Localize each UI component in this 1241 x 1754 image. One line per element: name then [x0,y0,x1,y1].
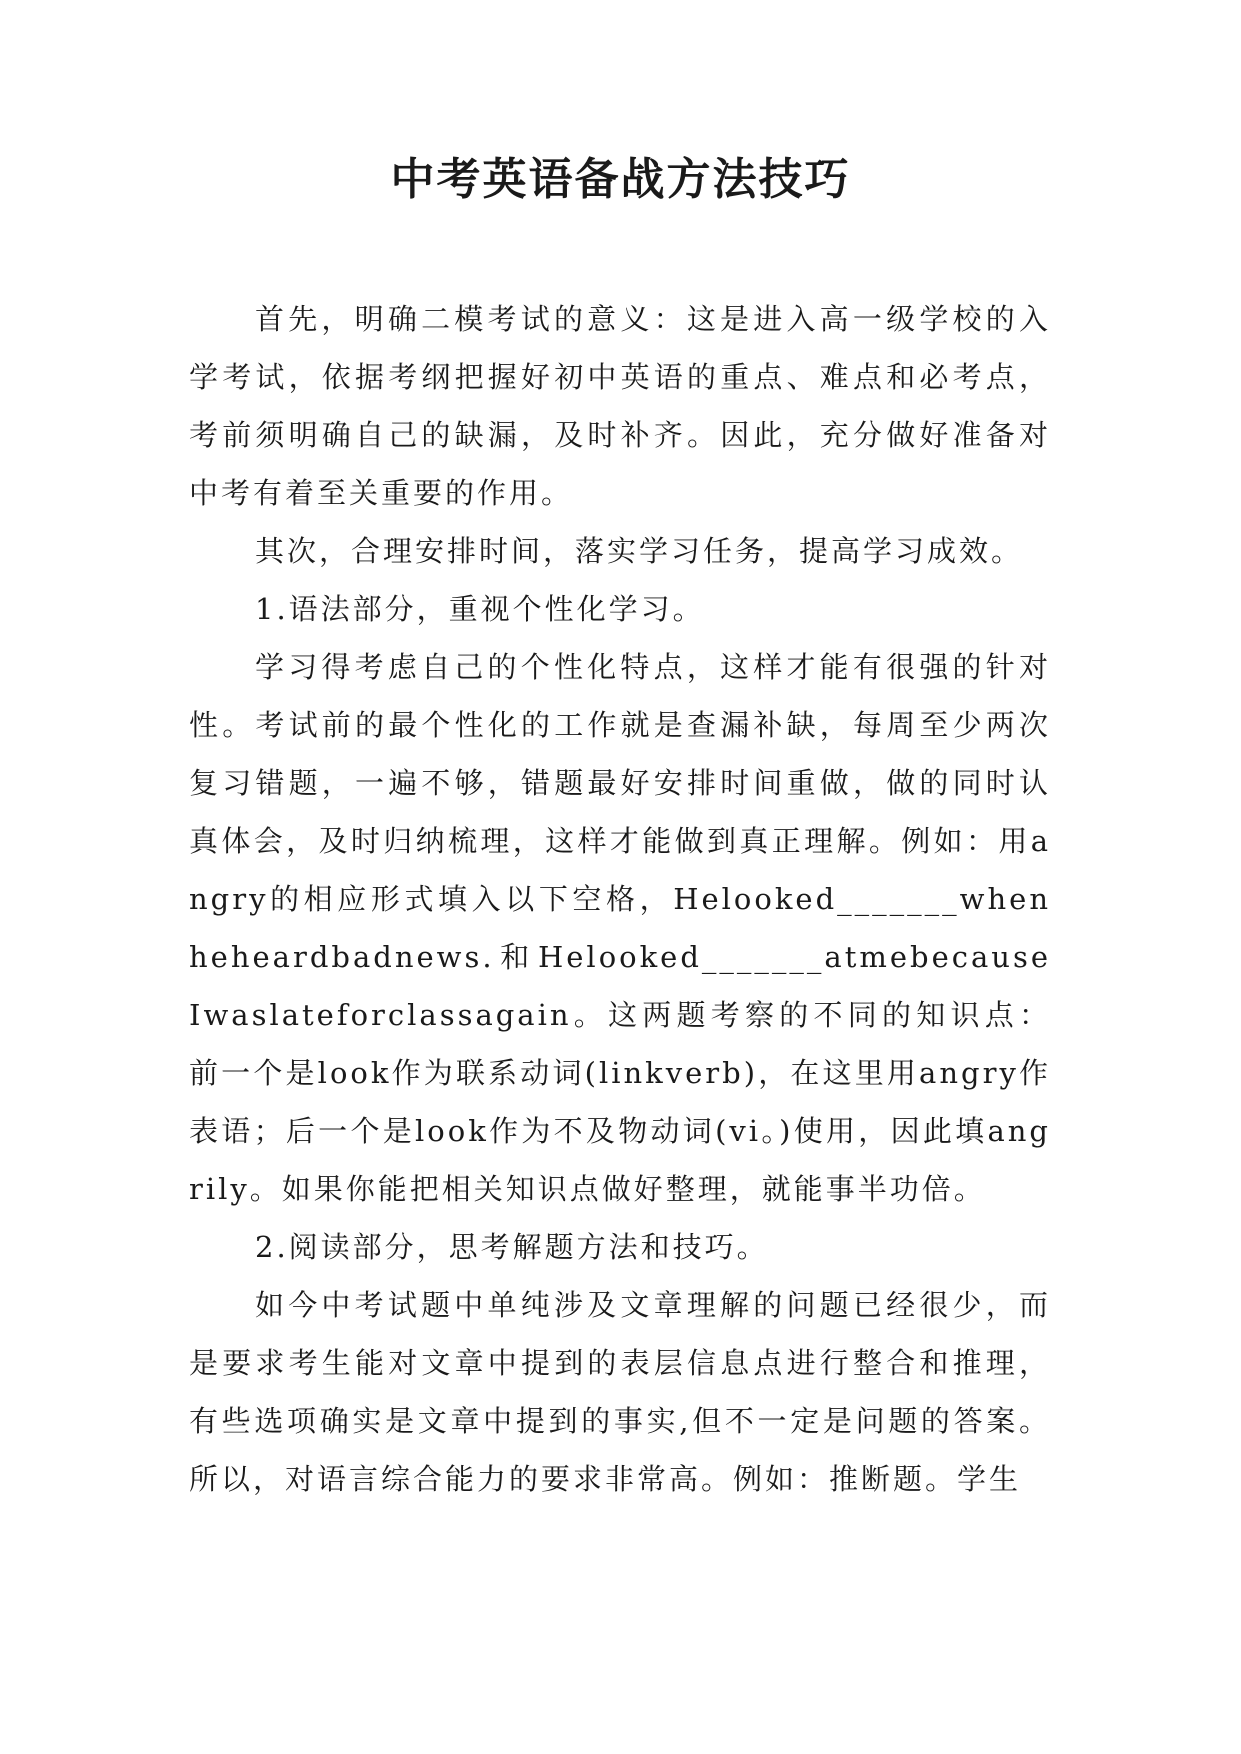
paragraph-intro: 首先，明确二模考试的意义：这是进入高一级学校的入学考试，依据考纲把握好初中英语的重点、难点和必考点，考前须明确自己的缺漏，及时补齐。因此，充分做好准备对中考有着至关重要的作用。 [189,302,1051,510]
paragraph-reading: 如今中考试题中单纯涉及文章理解的问题已经很少，而是要求考生能对文章中提到的表层信息点进行整合和推理，有些选项确实是文章中提到的事实,但不一定是问题的答案。所以，对语言综合能力的要求非常高。例如：推断题。学生 [189,1288,1051,1496]
section-heading-grammar: 1.语法部分，重视个性化学习。 [255,592,705,626]
paragraph-time-planning: 其次，合理安排时间，落实学习任务，提高学习成效。 [255,534,1024,568]
section-heading-reading: 2.阅读部分，思考解题方法和技巧。 [255,1230,769,1264]
paragraph-grammar: 学习得考虑自己的个性化特点，这样才能有很强的针对性。考试前的最个性化的工作就是查漏补缺，每周至少两次复习错题，一遍不够，错题最好安排时间重做，做的同时认真体会，及时归纳梳理，这样才能做到真正理解。例如：用angry的相应形式填入以下空格，Helooked_______whenheheardbadnews.和Helooked_______atmebecauseIwaslateforclassagain。这两题考察的不同的知识点：前一个是look作为联系动词(linkverb)，在这里用angry作表语；后一个是look作为不及物动词(vi。)使用，因此填angrily。如果你能把相关知识点做好整理，就能事半功倍。 [189,650,1051,1206]
document-body [189,290,1051,1508]
document-title: 中考英语备战方法技巧 [390,154,851,205]
